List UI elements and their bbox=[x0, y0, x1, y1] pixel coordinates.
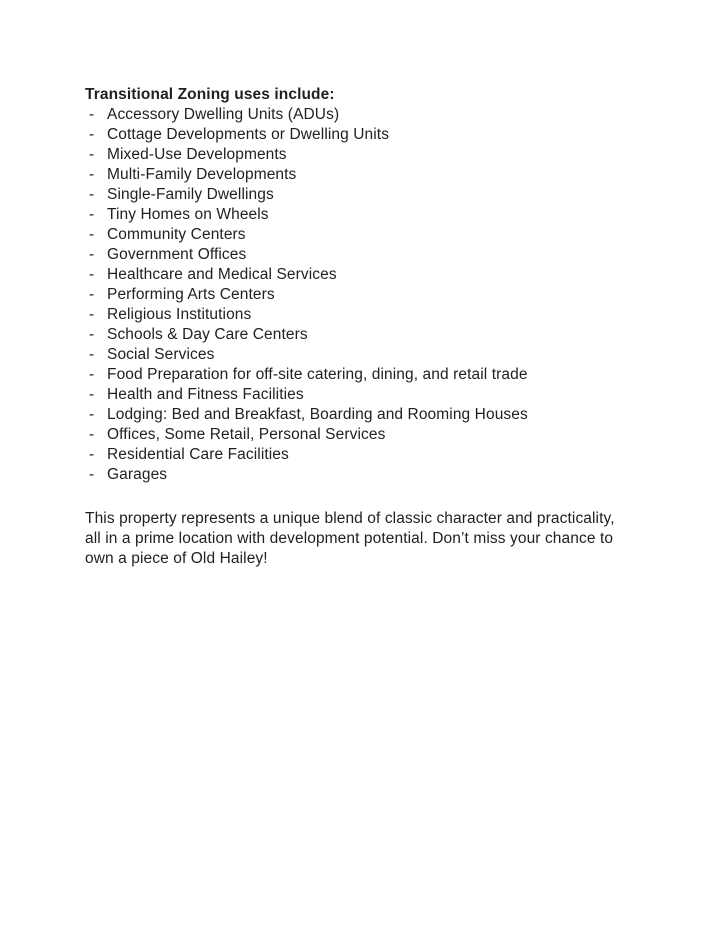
list-item bbox=[85, 245, 645, 265]
list-item-text: Community Centers bbox=[107, 226, 246, 243]
list-item-marker: - bbox=[89, 206, 95, 223]
list-item bbox=[85, 105, 645, 125]
list-item-marker: - bbox=[89, 246, 95, 263]
list-item bbox=[85, 465, 645, 485]
list-item-text: Health and Fitness Facilities bbox=[107, 386, 304, 403]
zoning-heading: Transitional Zoning uses include: bbox=[85, 86, 335, 103]
zoning-uses-list bbox=[85, 105, 645, 485]
list-item-text: Single-Family Dwellings bbox=[107, 186, 274, 203]
list-item bbox=[85, 185, 645, 205]
list-item bbox=[85, 205, 645, 225]
list-item-marker: - bbox=[89, 386, 95, 403]
list-item-text: Cottage Developments or Dwelling Units bbox=[107, 126, 390, 143]
list-item bbox=[85, 425, 645, 445]
list-item-marker: - bbox=[89, 106, 95, 123]
list-item-text: Mixed-Use Developments bbox=[107, 146, 287, 163]
list-item bbox=[85, 325, 645, 345]
list-item bbox=[85, 285, 645, 305]
list-item-marker: - bbox=[89, 266, 95, 283]
list-item bbox=[85, 365, 645, 385]
list-item-marker: - bbox=[89, 146, 95, 163]
list-item bbox=[85, 345, 645, 365]
list-item-marker: - bbox=[89, 326, 95, 343]
list-item-marker: - bbox=[89, 166, 95, 183]
list-item-text: Healthcare and Medical Services bbox=[107, 266, 337, 283]
list-item-text: Performing Arts Centers bbox=[107, 286, 275, 303]
spacer bbox=[85, 485, 645, 509]
paragraph-line: This property represents a unique blend of classic character and practicality, bbox=[85, 510, 615, 527]
list-item-marker: - bbox=[89, 186, 95, 203]
list-item bbox=[85, 445, 645, 465]
list-item bbox=[85, 405, 645, 425]
paragraph-line: own a piece of Old Hailey! bbox=[85, 550, 268, 567]
list-item bbox=[85, 165, 645, 185]
list-item-text: Social Services bbox=[107, 346, 215, 363]
list-item-text: Government Offices bbox=[107, 246, 247, 263]
list-item-marker: - bbox=[89, 286, 95, 303]
list-item bbox=[85, 225, 645, 245]
document-content bbox=[85, 85, 645, 569]
list-item-text: Multi-Family Developments bbox=[107, 166, 297, 183]
list-item bbox=[85, 265, 645, 285]
list-item-text: Offices, Some Retail, Personal Services bbox=[107, 426, 386, 443]
closing-paragraph bbox=[85, 509, 645, 569]
list-item bbox=[85, 125, 645, 145]
list-item-marker: - bbox=[89, 226, 95, 243]
list-item-marker: - bbox=[89, 126, 95, 143]
list-item bbox=[85, 305, 645, 325]
list-item-text: Accessory Dwelling Units (ADUs) bbox=[107, 106, 340, 123]
list-item-text: Food Preparation for off-site catering, dining, and retail trade bbox=[107, 366, 528, 383]
list-item-text: Tiny Homes on Wheels bbox=[107, 206, 269, 223]
list-item-text: Religious Institutions bbox=[107, 306, 252, 323]
list-item-text: Lodging: Bed and Breakfast, Boarding and Rooming Houses bbox=[107, 406, 528, 423]
list-item-marker: - bbox=[89, 426, 95, 443]
paragraph-line: all in a prime location with development potential. Don’t miss your chance to bbox=[85, 530, 614, 547]
list-item-marker: - bbox=[89, 366, 95, 383]
list-item-marker: - bbox=[89, 406, 95, 423]
list-item-marker: - bbox=[89, 346, 95, 363]
list-item bbox=[85, 145, 645, 165]
list-item-text: Schools & Day Care Centers bbox=[107, 326, 308, 343]
list-item-text: Garages bbox=[107, 466, 168, 483]
list-item bbox=[85, 385, 645, 405]
list-item-marker: - bbox=[89, 446, 95, 463]
list-item-marker: - bbox=[89, 306, 95, 323]
list-item-marker: - bbox=[89, 466, 95, 483]
list-item-text: Residential Care Facilities bbox=[107, 446, 289, 463]
